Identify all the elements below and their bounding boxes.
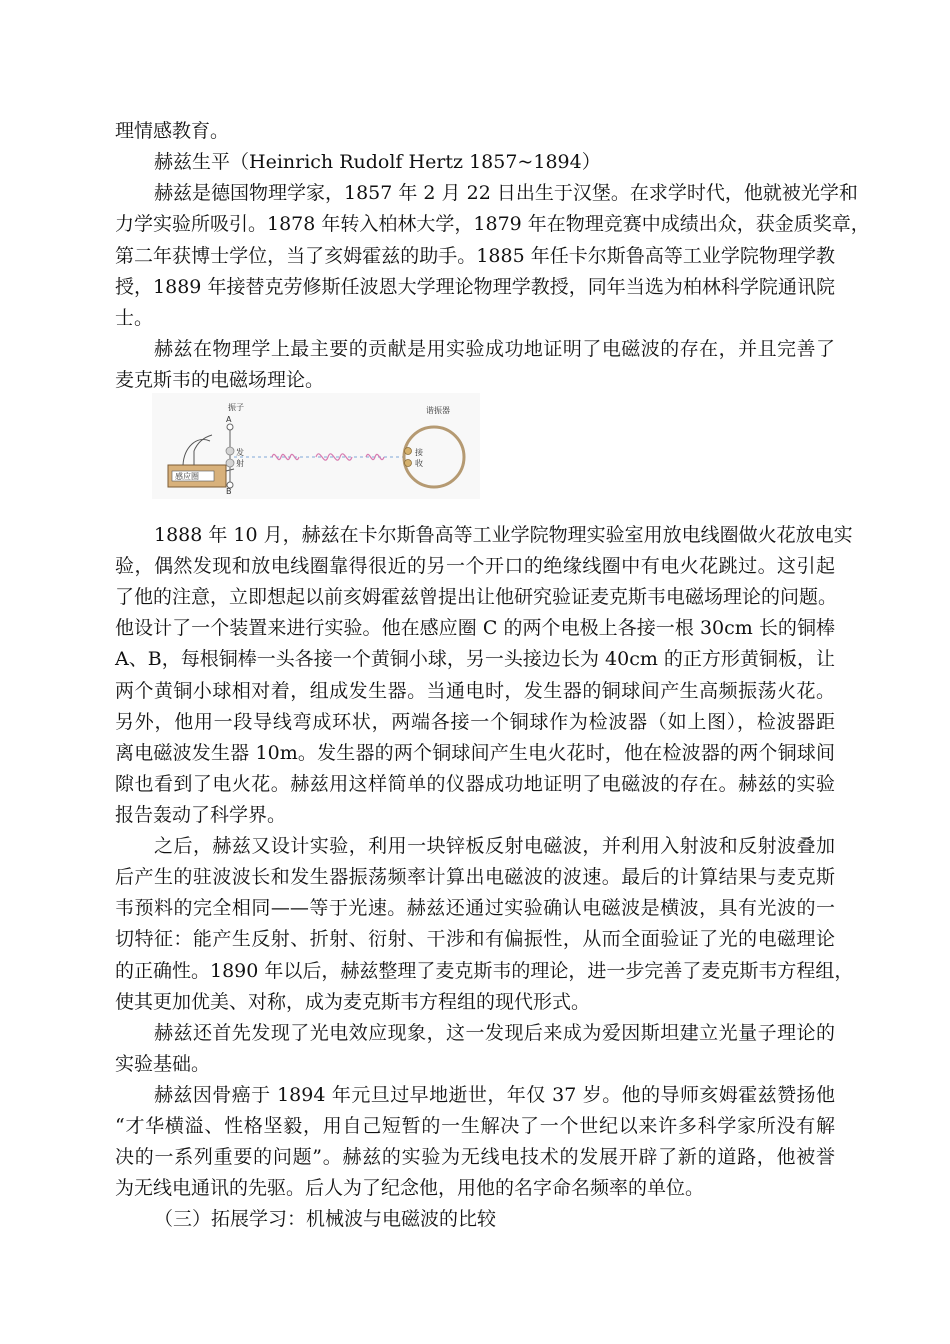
text-line-9: 麦克斯韦的电磁场理论。	[115, 369, 325, 391]
transmit-label-2: 射	[236, 459, 244, 468]
text-line-20: 之后，赫兹又设计实验，利用一块锌板反射电磁波，并利用入射波和反射波叠加	[154, 835, 835, 857]
section-heading: （三）拓展学习：机械波与电磁波的比较	[154, 1208, 497, 1230]
receive-label-1: 接	[415, 448, 423, 457]
point-a-label: A	[226, 415, 232, 424]
receive-label-2: 收	[415, 459, 423, 468]
text-line-7: 士。	[115, 307, 154, 329]
spark-ball-bottom	[226, 459, 234, 467]
text-line-28: 赫兹因骨癌于 1894 年元旦过早地逝世，年仅 37 岁。他的导师亥姆霍兹赞扬他	[154, 1084, 835, 1106]
spark-ball-top	[226, 447, 234, 455]
text-line-6: 授，1889 年接替克劳修斯任波恩大学理论物理学教授，同年当选为柏林科学院通讯院	[115, 276, 835, 298]
text-line-1: 理情感教育。	[115, 120, 230, 142]
text-line-24: 的正确性。1890 年以后，赫兹整理了麦克斯韦的理论，进一步完善了麦克斯韦方程组，	[115, 960, 854, 982]
point-b-label: B	[226, 487, 232, 496]
text-line-21: 后产生的驻波波长和发生器振荡频率计算出电磁波的波速。最后的计算结果与麦克斯	[115, 866, 835, 888]
induction-coil-label: 感应圈	[175, 472, 199, 481]
text-line-2: 赫兹生平（Heinrich Rudolf Hertz 1857~1894）	[154, 151, 601, 173]
text-line-22: 韦预料的完全相同——等于光速。赫兹还通过实验确认电磁波是横波，具有光波的一	[115, 897, 835, 919]
text-line-26: 赫兹还首先发现了光电效应现象，这一发现后来成为爱因斯坦建立光量子理论的	[154, 1022, 835, 1044]
text-line-27: 实验基础。	[115, 1053, 211, 1075]
text-line-25: 使其更加优美、对称，成为麦克斯韦方程组的现代形式。	[115, 991, 591, 1013]
text-line-23: 切特征：能产生反射、折射、衍射、干涉和有偏振性，从而全面验证了光的电磁理论	[115, 928, 835, 950]
oscillator-label: 振子	[228, 403, 244, 412]
text-line-18: 隙也看到了电火花。赫兹用这样简单的仪器成功地证明了电磁波的存在。赫兹的实验	[115, 773, 835, 795]
text-line-12: 了他的注意，立即想起以前亥姆霍兹曾提出让他研究验证麦克斯韦电磁场理论的问题。	[115, 586, 838, 608]
resonator-label: 谐振器	[426, 406, 450, 415]
text-line-19: 报告轰动了科学界。	[115, 804, 287, 826]
text-line-14: A、B，每根铜棒一头各接一个黄铜小球，另一头接边长为 40cm 的正方形黄铜板，让	[115, 648, 835, 670]
transmit-label-1: 发	[236, 448, 244, 457]
resonator-ball-bottom	[405, 460, 412, 467]
terminal-ball-a	[227, 424, 233, 430]
text-line-8: 赫兹在物理学上最主要的贡献是用实验成功地证明了电磁波的存在，并且完善了	[154, 338, 835, 360]
text-line-31: 为无线电通讯的先驱。后人为了纪念他，用他的名字命名频率的单位。	[115, 1177, 705, 1199]
text-line-3: 赫兹是德国物理学家，1857 年 2 月 22 日出生于汉堡。在求学时代，他就被光学和	[154, 182, 858, 204]
text-line-4: 力学实验所吸引。1878 年转入柏林大学，1879 年在物理竞赛中成绩出众，获金质奖章，	[115, 213, 870, 235]
text-line-13: 他设计了一个装置来进行实验。他在感应圈 C 的两个电极上各接一根 30cm 长的铜棒	[115, 617, 835, 639]
text-line-29: “才华横溢、性格坚毅，用自己短暂的一生解决了一个世纪以来许多科学家所没有解	[115, 1115, 835, 1137]
text-line-11: 验，偶然发现和放电线圈靠得很近的另一个开口的绝缘线圈中有电火花跳过。这引起	[115, 555, 835, 577]
hertz-experiment-figure	[152, 393, 480, 499]
text-line-5: 第二年获博士学位，当了亥姆霍兹的助手。1885 年任卡尔斯鲁高等工业学院物理学教	[115, 245, 835, 267]
resonator-ball-top	[405, 448, 412, 455]
text-line-10: 1888 年 10 月，赫兹在卡尔斯鲁高等工业学院物理实验室用放电线圈做火花放电实	[154, 524, 853, 546]
text-line-30: 决的一系列重要的问题”。赫兹的实验为无线电技术的发展开辟了新的道路，他被誉	[115, 1146, 835, 1168]
text-line-17: 离电磁波发生器 10m。发生器的两个铜球间产生电火花时，他在检波器的两个铜球间	[115, 742, 835, 764]
text-line-16: 另外，他用一段导线弯成环状，两端各接一个铜球作为检波器（如上图），检波器距	[115, 711, 835, 733]
text-line-15: 两个黄铜小球相对着，组成发生器。当通电时，发生器的铜球间产生高频振荡火花。	[115, 680, 835, 702]
